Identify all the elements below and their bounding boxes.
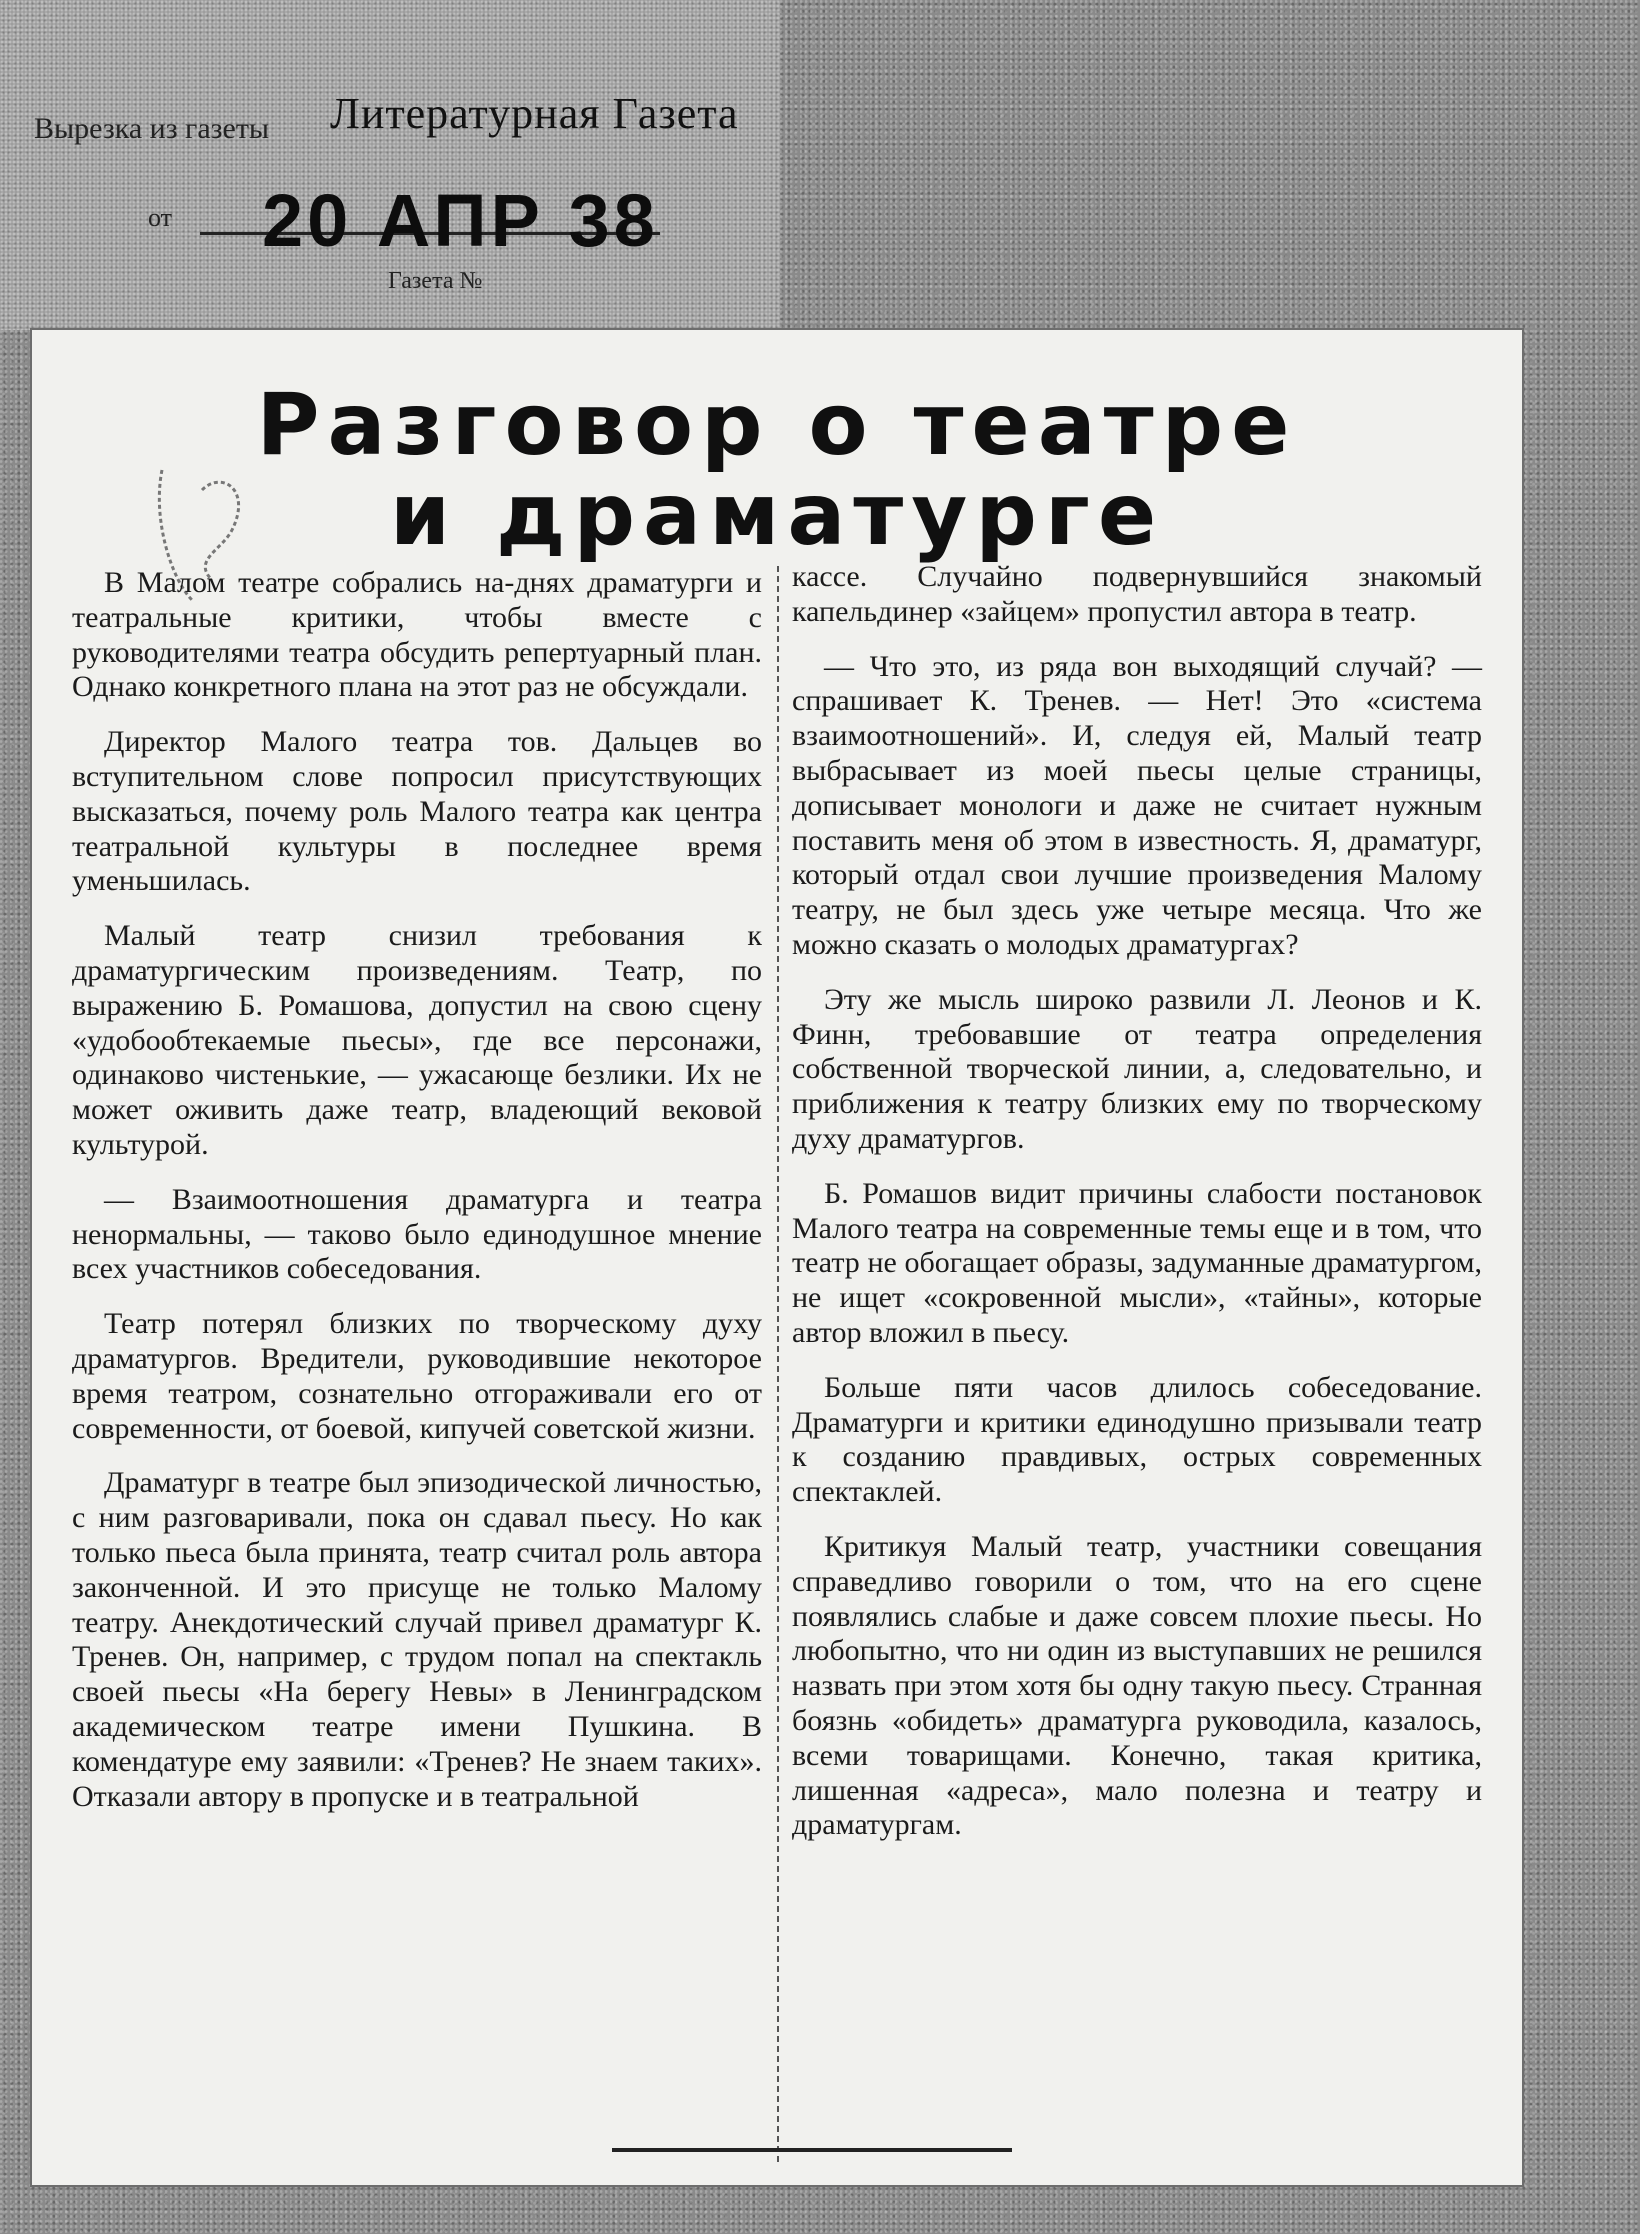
paragraph: Критикуя Малый театр, участники совещания справедливо говорили о том, что на его сцене появлялись слабые и даже совсем плохие пьесы. Но любопытно, что ни один из выступавших не решился назвать при этом хотя бы одну такую пьесу. Странная боязнь «обидеть» драматурга руководила, казалось, всеми товарищами. Конечно, такая критика, лишенная «адреса», мало полезна и театру и драматургам. bbox=[792, 1529, 1482, 1842]
paragraph: Эту же мысль широко развили Л. Леонов и К. Финн, требовавшие от театра определения собственной творческой линии, а, следовательно, и приближения к театру близких ему по творческому духу драматургов. bbox=[792, 982, 1482, 1155]
right-column bbox=[792, 560, 1482, 1863]
stamp-source-label: Вырезка из газеты bbox=[34, 112, 270, 145]
stamp-paper-name: Литературная Газета bbox=[330, 89, 739, 138]
paragraph: Б. Ромашов видит причины слабости постановок Малого театра на современные темы еще и в том, что театр не обогащает образы, задуманные драматургом, не ищет «сокровенной мысли», «тайны», которые автор вложил в пьесу. bbox=[792, 1176, 1482, 1349]
newspaper-clipping bbox=[32, 330, 1522, 2185]
column-divider bbox=[777, 566, 779, 2166]
paragraph: — Взаимоотношения драматурга и театра ненормальны, — таково было единодушное мнение всех участников собеседования. bbox=[72, 1182, 762, 1286]
paragraph: Больше пяти часов длилось собеседование. Драматурги и критики единодушно призывали театр к созданию правдивых, острых современных спектаклей. bbox=[792, 1370, 1482, 1509]
paragraph: Малый театр снизил требования к драматургическим произведениям. Театр, по выражению Б. Ромашова, допустил на свою сцену «удобообтекаемые пьесы», где все персонажи, одинаково чистенькие, — ужасающе безлики. Их не может оживить даже театр, владеющий вековой культурой. bbox=[72, 919, 762, 1161]
paragraph: Директор Малого театра тов. Дальцев во вступительном слове попросил присутствующих высказаться, почему роль Малого театра как центра театральной культуры в последнее время уменьшилась. bbox=[72, 725, 762, 898]
left-column bbox=[72, 566, 762, 1834]
headline-line-2: и драматурге bbox=[389, 465, 1165, 565]
paragraph: Театр потерял близких по творческому духу драматургов. Вредители, руководившие некоторое время театром, сознательно отгораживали его от современности, от боевой, кипучей советской жизни. bbox=[72, 1307, 762, 1445]
stamp-from-label: от bbox=[148, 203, 173, 232]
paragraph: — Что это, из ряда вон выходящий случай? — спрашивает К. Тренев. — Нет! Это «система взаимоотношений». И, следуя ей, Малый театр выбрасывает из моей пьесы целые страницы, дописывает монологи и даже не считает нужным поставить меня об этом в известность. Я, драматург, который отдал свои лучшие произведения Малому театру, не был здесь уже четыре месяца. Что же можно сказать о молодых драматургах? bbox=[792, 649, 1482, 961]
end-rule bbox=[612, 2148, 1012, 2152]
headline-line-1: Разговор о театре bbox=[256, 375, 1298, 475]
paragraph-continuation: кассе. Случайно подвернувшийся знакомый капельдинер «зайцем» пропустил автора в театр. bbox=[792, 560, 1482, 628]
paragraph: В Малом театре собрались на-днях драматурги и театральные критики, чтобы вместе с руководителями театра обсудить репертуарный план. Однако конкретного плана на этот раз не обсуждали. bbox=[72, 566, 762, 704]
article-headline bbox=[92, 375, 1462, 565]
stamp-issue-label: Газета № bbox=[388, 268, 483, 294]
clipping-stamp bbox=[0, 0, 780, 330]
stamp-date: 20 АПР 38 bbox=[262, 179, 659, 262]
paragraph: Драматург в театре был эпизодической личностью, с ним разговаривали, пока он сдавал пьесу. Но как только пьеса была принята, театр считал роль автора законченной. И это присуще не только Малому театру. Анекдотический случай привел драматург К. Тренев. Он, например, с трудом попал на спектакль своей пьесы «На берегу Невы» в Ленинградском академическом театре имени Пушкина. В комендатуре ему заявили: «Тренев? Не знаем таких». Отказали автору в пропуске и в театральной bbox=[72, 1466, 762, 1813]
